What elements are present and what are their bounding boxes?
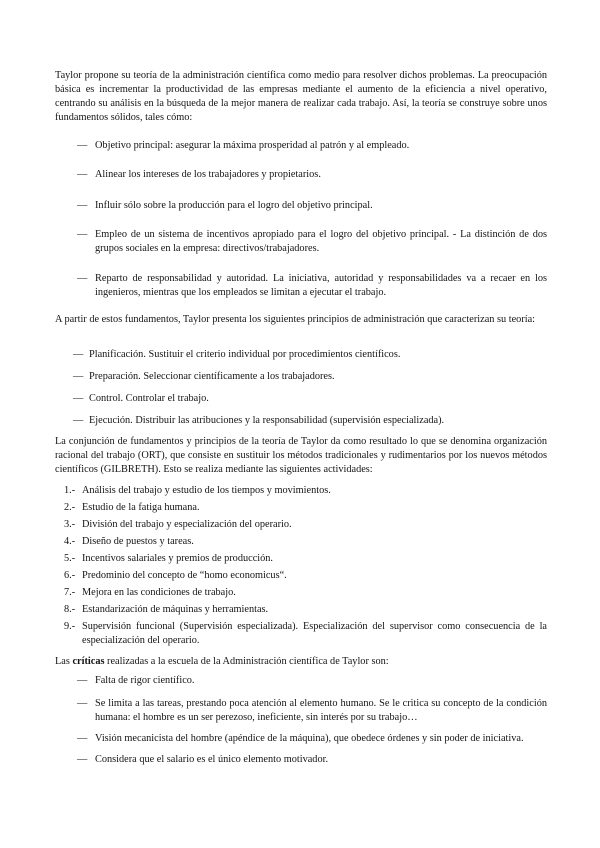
- actividad-number: 9.-: [64, 621, 76, 632]
- fundamento-text: Reparto de responsabilidad y autoridad. La iniciativa, autoridad y responsabilidades va a recaer en los ingenieros, mientras que los empleados se limitan a ejecutar el trabajo.: [95, 273, 547, 298]
- actividad-text: Estandarización de máquinas y herramientas.: [82, 604, 269, 615]
- dash-bullet: —: [77, 754, 88, 765]
- dash-bullet: —: [77, 229, 88, 240]
- principios-intro: A partir de estos fundamentos, Taylor presenta los siguientes principios de administración que caracterizan su teoría:: [55, 314, 536, 325]
- fundamento-item: [77, 199, 547, 213]
- fundamento-item: [77, 168, 547, 182]
- dash-bullet: —: [77, 169, 88, 180]
- critica-text: Falta de rigor científico.: [95, 675, 195, 686]
- actividad-item: [64, 620, 547, 648]
- critica-text: Visión mecanicista del hombre (apéndice de la máquina), que obedece órdenes y sin poder de iniciativa.: [95, 733, 524, 744]
- dash-bullet: —: [77, 733, 88, 744]
- intro-paragraph: Taylor propone su teoría de la administración científica como medio para resolver dichos problemas. La preocupación básica es incrementar la productividad de las empresas mediante el aumento de la eficiencia a nivel operativo, centrando su análisis en la búsqueda de la mejor manera de realizar cada trabajo. Así, la teoría se construye sobre unos fundamentos sólidos, tales cómo:: [55, 70, 547, 123]
- critica-item: [77, 732, 547, 746]
- actividad-item: [64, 552, 547, 566]
- ort-paragraph: La conjunción de fundamentos y principios de la teoría de Taylor da como resultado lo que se denomina organización racional del trabajo (ORT), que consiste en sustituir los métodos tradicionales y rudimentarios por los nuevos métodos científicos (GILBRETH). Esto se realiza mediante las siguientes actividades:: [55, 436, 547, 475]
- actividad-number: 3.-: [64, 519, 76, 530]
- principio-text: Planificación. Sustituir el criterio individual por procedimientos científicos.: [89, 349, 401, 360]
- principio-item: [73, 370, 473, 384]
- fundamento-text: Alinear los intereses de los trabajadores y propietarios.: [95, 169, 321, 180]
- principio-text: Preparación. Seleccionar científicamente a los trabajadores.: [89, 371, 335, 382]
- actividad-text: Incentivos salariales y premios de producción.: [82, 553, 274, 564]
- actividad-number: 7.-: [64, 587, 76, 598]
- principio-text: Control. Controlar el trabajo.: [89, 393, 209, 404]
- criticas-intro: [55, 655, 547, 669]
- critica-item: [77, 753, 547, 767]
- dash-bullet: —: [73, 393, 84, 404]
- critica-item: [77, 697, 547, 725]
- actividad-number: 6.-: [64, 570, 76, 581]
- criticas-intro-end: realizadas a la escuela de la Administración científica de Taylor son:: [104, 656, 389, 667]
- fundamento-text: Empleo de un sistema de incentivos apropiado para el logro del objetivo principal. - La distinción de dos grupos sociales en la empresa: directivos/trabajadores.: [95, 229, 547, 254]
- actividad-number: 2.-: [64, 502, 76, 513]
- dash-bullet: —: [77, 140, 88, 151]
- dash-bullet: —: [73, 415, 84, 426]
- principio-item: [73, 392, 473, 406]
- actividad-item: [64, 518, 547, 532]
- actividad-item: [64, 501, 547, 515]
- fundamento-item: [77, 272, 547, 300]
- actividad-text: Análisis del trabajo y estudio de los tiempos y movimientos.: [82, 485, 331, 496]
- actividad-item: [64, 484, 547, 498]
- actividad-number: 8.-: [64, 604, 76, 615]
- critica-text: Considera que el salario es el único elemento motivador.: [95, 754, 329, 765]
- critica-item: [77, 674, 547, 688]
- actividad-item: [64, 569, 547, 583]
- actividad-number: 5.-: [64, 553, 76, 564]
- fundamento-item: [77, 228, 547, 256]
- actividad-text: Predominio del concepto de “homo economicus“.: [82, 570, 287, 581]
- criticas-keyword: críticas: [72, 656, 105, 667]
- principio-item: [73, 348, 473, 362]
- dash-bullet: —: [77, 698, 88, 709]
- dash-bullet: —: [77, 273, 88, 284]
- dash-bullet: —: [73, 371, 84, 382]
- actividad-item: [64, 603, 547, 617]
- fundamento-item: [77, 139, 547, 153]
- principio-item: [73, 414, 473, 428]
- fundamento-text: Objetivo principal: asegurar la máxima prosperidad al patrón y al empleado.: [95, 140, 410, 151]
- dash-bullet: —: [77, 675, 88, 686]
- dash-bullet: —: [77, 200, 88, 211]
- actividad-item: [64, 586, 547, 600]
- actividad-text: División del trabajo y especialización del operario.: [82, 519, 292, 530]
- criticas-intro-start: Las: [55, 656, 73, 667]
- actividad-text: Supervisión funcional (Supervisión especializada). Especialización del supervisor como consecuencia de la especialización del operario.: [82, 621, 547, 646]
- dash-bullet: —: [73, 349, 84, 360]
- actividad-text: Diseño de puestos y tareas.: [82, 536, 194, 547]
- actividad-number: 1.-: [64, 485, 76, 496]
- critica-text: Se limita a las tareas, prestando poca atención al elemento humano. Se le critica su concepto de la condición humana: el hombre es un ser perezoso, ineficiente, sin interés por su trabajo…: [95, 698, 547, 723]
- fundamento-text: Influir sólo sobre la producción para el logro del objetivo principal.: [95, 200, 373, 211]
- actividad-item: [64, 535, 547, 549]
- actividad-text: Mejora en las condiciones de trabajo.: [82, 587, 236, 598]
- actividad-text: Estudio de la fatiga humana.: [82, 502, 200, 513]
- actividad-number: 4.-: [64, 536, 76, 547]
- principio-text: Ejecución. Distribuir las atribuciones y la responsabilidad (supervisión especializada).: [89, 415, 445, 426]
